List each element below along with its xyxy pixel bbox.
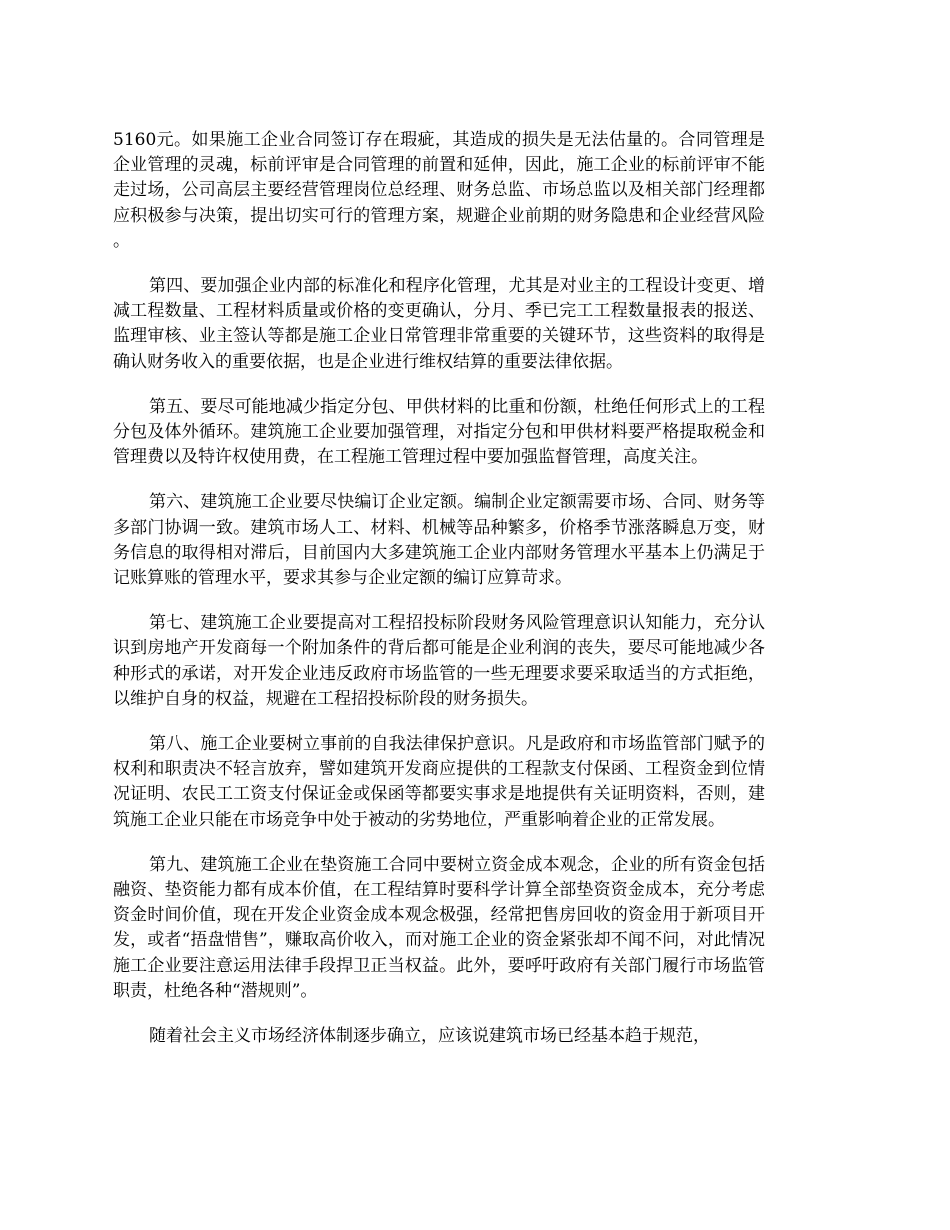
paragraph-ninth-capital-cost: 第九、建筑施工企业在垫资施工合同中要树立资金成本观念，企业的所有资金包括融资、垫资能力都有成本价值，在工程结算时要科学计算全部垫资资金成本，充分考虑资金时间价值，现在开发企业资金成本观念极强，经常把售房回收的资金用于新项目开发，或者“捂盘惜售”，赚取高价收入，而对施工企业的资金紧张却不闻不问，对此情况施工企业要注意运用法律手段捍卫正当权益。此外，要呼吁政府有关部门履行市场监管职责，杜绝各种“潜规则”。 xyxy=(113,854,765,1001)
paragraph-sixth-enterprise-quota: 第六、建筑施工企业要尽快编订企业定额。编制企业定额需要市场、合同、财务等多部门协调一致。建筑市场人工、材料、机械等品种繁多，价格季节涨落瞬息万变，财务信息的取得相对滞后，目前国内大多建筑施工企业内部财务管理水平基本上仍满足于记账算账的管理水平，要求其参与企业定额的编订应算苛求。 xyxy=(113,492,765,589)
paragraph-contract-review: 5160元。如果施工企业合同签订存在瑕疵，其造成的损失是无法估量的。合同管理是企业管理的灵魂，标前评审是合同管理的前置和延伸，因此，施工企业的标前评审不能走过场，公司高层主要经营管理岗位总经理、财务总监、市场总监以及相关部门经理都应积极参与决策，提出切实可行的管理方案，规避企业前期的财务隐患和企业经营风险。 xyxy=(113,130,765,251)
paragraph-closing: 随着社会主义市场经济体制逐步确立，应该说建筑市场已经基本趋于规范， xyxy=(149,1026,710,1047)
paragraph-eighth-legal-protection: 第八、施工企业要树立事前的自我法律保护意识。凡是政府和市场监管部门赋予的权利和职责决不轻言放弃，譬如建筑开发商应提供的工程款支付保函、工程资金到位情况证明、农民工工资支付保证金或保函等都要实事求是地提供有关证明资料，否则，建筑施工企业只能在市场竞争中处于被动的劣势地位，严重影响着企业的正常发展。 xyxy=(113,734,765,830)
paragraph-seventh-bidding-risk: 第七、建筑施工企业要提高对工程招投标阶段财务风险管理意识认知能力，充分认识到房地产开发商每一个附加条件的背后都可能是企业利润的丧失，要尽可能地减少各种形式的承诺，对开发企业违反政府市场监管的一些无理要求要采取适当的方式拒绝，以维护自身的权益，规避在工程招投标阶段的财务损失。 xyxy=(113,613,765,709)
paragraph-fourth-standardization: 第四、要加强企业内部的标准化和程序化管理，尤其是对业主的工程设计变更、增减工程数量、工程材料质量或价格的变更确认，分月、季已完工工程数量报表的报送、监理审核、业主签认等都是施工企业日常管理非常重要的关键环节，这些资料的取得是确认财务收入的重要依据，也是企业进行维权结算的重要法律依据。 xyxy=(113,276,765,372)
document-page xyxy=(113,128,765,1049)
paragraph-fifth-subcontracting: 第五、要尽可能地减少指定分包、甲供材料的比重和份额，杜绝任何形式上的工程分包及体外循环。建筑施工企业要加强管理，对指定分包和甲供材料要严格提取税金和管理费以及特许权使用费，在工程施工管理过程中要加强监督管理，高度关注。 xyxy=(113,396,765,468)
